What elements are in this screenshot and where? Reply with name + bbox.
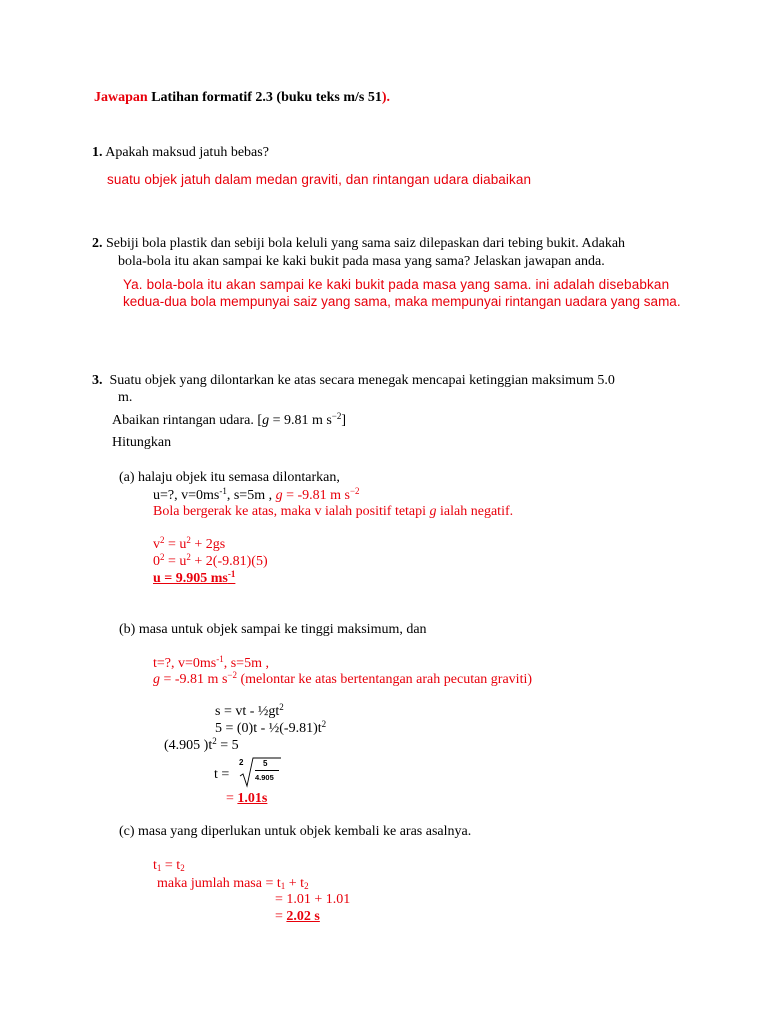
g-exponent: −2 [331, 411, 342, 421]
part-b-question: (b) masa untuk objek sampai ke tinggi maksimum, dan [119, 622, 427, 637]
eq2-zero: 0 [153, 554, 160, 569]
square-root-icon [238, 756, 282, 788]
eq2-u-sq: 2 [186, 552, 191, 562]
g-symbol: g [262, 413, 270, 428]
part-b-eq3-end: = 5 [216, 738, 239, 753]
part-b-eq1-text: s = vt - ½gt [215, 704, 280, 719]
ignore-text: Abaikan rintangan udara. [ [112, 413, 263, 428]
part-c-result-eq: = [275, 909, 287, 924]
part-b-g-value: = -9.81 m s [160, 672, 228, 687]
part-b-equation-1 [215, 703, 284, 720]
part-b-equation-2 [215, 720, 326, 737]
title-text: Latihan formatif 2.3 (buku teks m/s 51 [151, 90, 382, 105]
part-a-g-symbol: g [275, 488, 283, 503]
question-3-line-1 [92, 372, 615, 389]
part-b-given-text: t=?, v=0ms [153, 656, 217, 671]
part-c-sub2: 2 [180, 863, 185, 873]
part-b-result-value: 1.01s [237, 791, 268, 806]
question-3-text: Suatu objek yang dilontarkan ke atas secara menegak mencapai ketinggian maksimum 5.0 [109, 373, 615, 388]
fraction-denominator: 4.905 [255, 773, 274, 782]
part-a-note-post: ialah negatif. [436, 504, 514, 519]
part-c-question: (c) masa yang diperlukan untuk objek kembali ke aras asalnya. [119, 824, 472, 839]
part-b-v-exp: -1 [216, 654, 224, 664]
question-2-line-1 [92, 235, 625, 252]
calculate-label: Hitungkan [112, 435, 172, 450]
part-b-gravity [153, 671, 532, 688]
eq1-u: = u [164, 537, 187, 552]
part-a-v-exp: -1 [219, 486, 227, 496]
part-c-eq2-sub2: 2 [304, 881, 309, 891]
part-b-eq3-text: (4.905 )t [164, 738, 213, 753]
question-2-line-2: bola-bola itu akan sampai ke kaki bukit pada masa yang sama? Jelaskan jawapan anda. [118, 254, 605, 269]
square-root-expression [238, 756, 282, 788]
eq1-v-sq: 2 [160, 535, 165, 545]
part-b-eq3-exp: 2 [212, 736, 217, 746]
answer-2-line-2: kedua-dua bola mempunyai saiz yang sama, maka mempunyai rintangan uadara yang sama. [123, 294, 681, 309]
part-b-eq1-exp: 2 [279, 702, 284, 712]
fraction-numerator: 5 [263, 759, 268, 768]
part-a-equation-2 [153, 553, 268, 570]
part-a-g-exp: −2 [349, 486, 360, 496]
part-b-eq2-exp: 2 [321, 719, 327, 729]
part-a-given-text: u=?, v=0ms [153, 488, 220, 503]
title-close: ). [381, 90, 390, 105]
question-2-text: Sebiji bola plastik dan sebiji bola keluli yang sama saiz dilepaskan dari tebing bukit. Adakah [106, 236, 626, 251]
part-a-g-value: = -9.81 m s [282, 488, 350, 503]
fraction-bar [255, 770, 279, 771]
question-3-line-2: m. [118, 390, 133, 405]
part-a-result [153, 570, 235, 587]
title-prefix: Jawapan [94, 90, 148, 105]
eq1-u-sq: 2 [186, 535, 191, 545]
question-2-number: 2. [92, 236, 103, 251]
question-1-number: 1. [92, 145, 103, 160]
part-c-eq2-mid: + t [285, 876, 305, 891]
part-c-t2: = t [161, 858, 181, 873]
question-3-number: 3. [92, 373, 103, 388]
part-a-equation-1 [153, 536, 225, 553]
part-b-eq2-text: 5 = (0)t - ½(-9.81)t [215, 721, 322, 736]
eq2-rest: + 2(-9.81)(5) [190, 554, 268, 569]
part-a-note-g: g [429, 504, 437, 519]
part-a-given-s: , s=5m , [226, 488, 276, 503]
part-c-result-value: 2.02 s [286, 909, 320, 924]
part-c-sub1: 1 [156, 863, 162, 873]
part-b-given [153, 655, 269, 672]
part-c-t1: t [153, 858, 157, 873]
part-a-given [153, 487, 360, 504]
answer-1: suatu objek jatuh dalam medan graviti, dan rintangan udara diabaikan [107, 172, 532, 187]
part-a-question: (a) halaju objek itu semasa dilontarkan, [119, 470, 340, 485]
part-b-g-symbol: g [153, 672, 160, 687]
part-a-note-pre: Bola bergerak ke atas, maka v ialah positif tetapi [153, 504, 430, 519]
part-c-equation-3: = 1.01 + 1.01 [275, 892, 351, 907]
part-b-g-note: (melontar ke atas bertentangan arah pecutan graviti) [236, 672, 533, 687]
part-c-eq2-sub1: 1 [280, 881, 286, 891]
part-c-result [275, 908, 320, 925]
eq1-v: v [153, 537, 160, 552]
answer-2-line-1: Ya. bola-bola itu akan sampai ke kaki bukit pada masa yang sama. ini adalah disebabkan [123, 277, 670, 292]
part-c-eq2-pre: maka jumlah masa = t [157, 876, 281, 891]
part-b-result [226, 790, 267, 807]
part-a-note [153, 503, 513, 520]
part-b-t-label: t = [214, 767, 230, 782]
eq2-zero-sq: 2 [160, 552, 165, 562]
g-value: = 9.81 m s [269, 413, 332, 428]
eq1-rest: + 2gs [190, 537, 226, 552]
part-c-equation-2 [157, 875, 309, 892]
question-1 [92, 144, 269, 161]
part-b-result-eq: = [226, 791, 238, 806]
g-close: ] [341, 413, 347, 428]
eq2-u: = u [164, 554, 187, 569]
part-b-g-exp: −2 [227, 670, 237, 680]
part-a-result-text: u = 9.905 ms [153, 571, 228, 586]
ignore-air-resistance [112, 412, 346, 429]
root-index: 2 [239, 758, 244, 767]
part-c-equation-1 [153, 857, 185, 874]
part-b-given-s: , s=5m , [223, 656, 269, 671]
question-1-text: Apakah maksud jatuh bebas? [105, 145, 269, 160]
part-b-equation-3 [164, 737, 239, 754]
part-a-result-exp: -1 [227, 569, 236, 579]
page-title [94, 89, 390, 106]
